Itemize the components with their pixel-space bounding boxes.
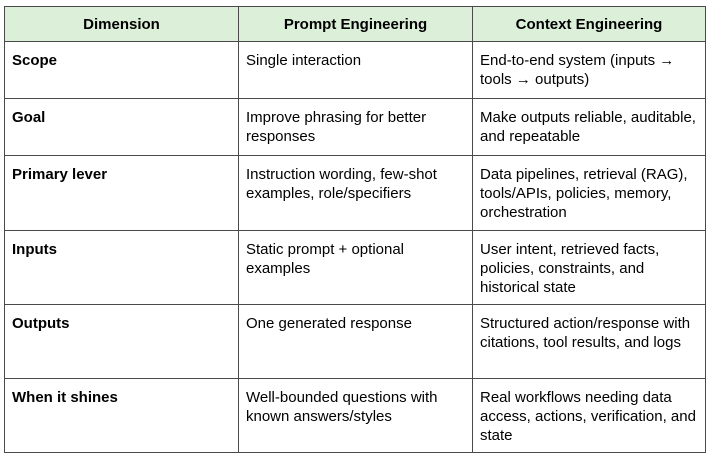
header-context-engineering: Context Engineering [473, 7, 706, 42]
comparison-table [4, 6, 706, 453]
row-context-cell: User intent, retrieved facts, policies, constraints, and historical state [473, 231, 706, 305]
row-context-cell: Make outputs reliable, auditable, and repeatable [473, 99, 706, 156]
row-dimension: Goal [5, 99, 239, 156]
table-row [5, 379, 706, 453]
table-row [5, 231, 706, 305]
row-prompt-cell: Well-bounded questions with known answers/styles [239, 379, 473, 453]
row-dimension: Scope [5, 42, 239, 99]
row-dimension: When it shines [5, 379, 239, 453]
table-row [5, 156, 706, 231]
table-row [5, 42, 706, 99]
row-context-cell: Real workflows needing data access, actions, verification, and state [473, 379, 706, 453]
row-prompt-cell: Static prompt + optional examples [239, 231, 473, 305]
table-row [5, 305, 706, 379]
row-dimension: Outputs [5, 305, 239, 379]
row-prompt-cell: Improve phrasing for better responses [239, 99, 473, 156]
row-dimension: Inputs [5, 231, 239, 305]
row-prompt-cell: Instruction wording, few-shot examples, role/specifiers [239, 156, 473, 231]
table-row [5, 99, 706, 156]
header-prompt-engineering: Prompt Engineering [239, 7, 473, 42]
row-dimension: Primary lever [5, 156, 239, 231]
row-context-cell: Structured action/response with citations, tool results, and logs [473, 305, 706, 379]
comparison-table-wrapper [4, 6, 706, 453]
row-prompt-cell: Single interaction [239, 42, 473, 99]
row-prompt-cell: One generated response [239, 305, 473, 379]
header-row [5, 7, 706, 42]
row-context-cell: End-to-end system (inputs → tools → outputs) [473, 42, 706, 99]
row-context-cell: Data pipelines, retrieval (RAG), tools/APIs, policies, memory, orchestration [473, 156, 706, 231]
header-dimension: Dimension [5, 7, 239, 42]
